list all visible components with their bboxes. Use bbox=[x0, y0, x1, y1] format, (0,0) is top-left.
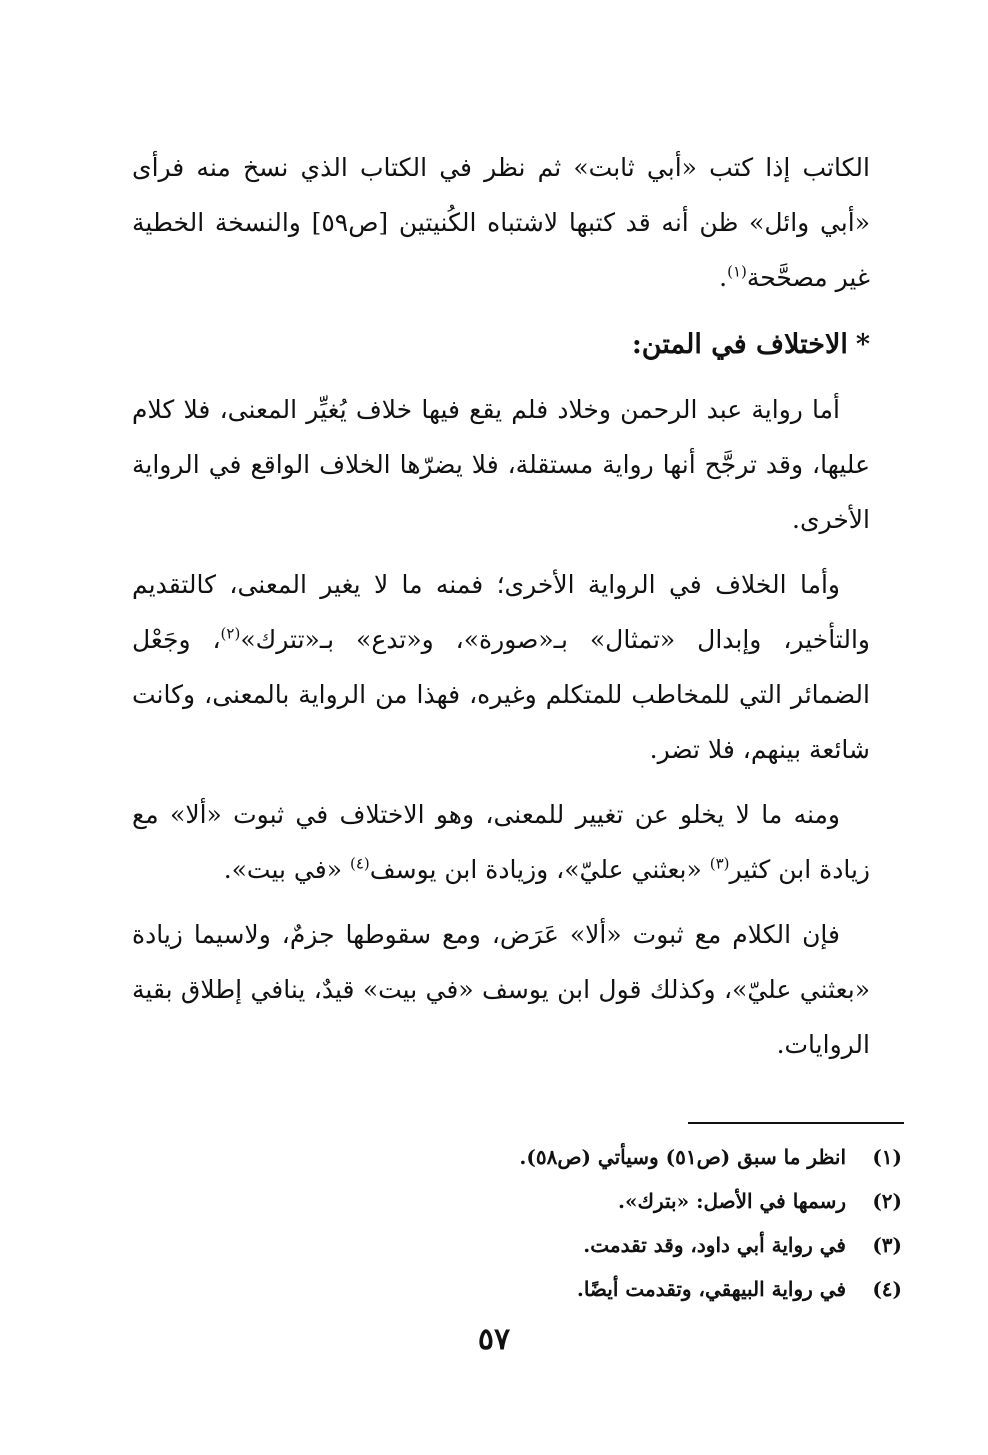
paragraph-5 bbox=[132, 907, 870, 1072]
paragraph-4-text-b: «بعثني عليّ»، وزيادة ابن يوسف bbox=[369, 855, 710, 884]
footnotes-list bbox=[132, 1135, 902, 1311]
section-heading bbox=[132, 317, 870, 372]
footnote-ref-2[interactable]: (٢) bbox=[220, 624, 241, 643]
footnote-item bbox=[132, 1179, 902, 1223]
footnote-number: (٢) bbox=[872, 1189, 902, 1213]
footnote-text: في رواية البيهقي، وتقدمت أيضًا. bbox=[576, 1277, 846, 1301]
paragraph-5-text: فإن الكلام مع ثبوت «ألا» عَرَض، ومع سقوطها جزمٌ، ولاسيما زيادة «بعثني عليّ»، وكذلك قول ابن يوسف «في بيت» قيدٌ، ينافي إطلاق بقية الروايات. bbox=[132, 920, 870, 1059]
footnote-text: رسمها في الأصل: «بترك». bbox=[618, 1189, 846, 1213]
paragraph-4-text-c: «في بيت». bbox=[223, 855, 350, 884]
footnote-ref-1[interactable]: (١) bbox=[727, 262, 747, 281]
paragraph-4-text-a: ومنه ما لا يخلو عن تغيير للمعنى، وهو الاختلاف في ثبوت «ألا» مع زيادة ابن كثير bbox=[132, 800, 870, 884]
footnote-text: انظر ما سبق (ص٥١) وسيأتي (ص٥٨). bbox=[519, 1145, 846, 1169]
footnote-number: (٤) bbox=[872, 1277, 902, 1301]
paragraph-2 bbox=[132, 382, 870, 547]
paragraph-1 bbox=[132, 140, 870, 305]
footnote-number: (٣) bbox=[872, 1233, 902, 1257]
footnote-text: في رواية أبي داود، وقد تقدمت. bbox=[583, 1233, 846, 1257]
footnote-item bbox=[132, 1267, 902, 1311]
heading-star: * bbox=[855, 329, 870, 360]
paragraph-1-end: . bbox=[719, 263, 728, 292]
paragraph-1-text: الكاتب إذا كتب «أبي ثابت» ثم نظر في الكتاب الذي نسخ منه فرأى «أبي وائل» ظن أنه قد كتبها لاشتباه الكُنيتين [ص٥٩] والنسخة الخطية غير مصحَّحة bbox=[132, 153, 870, 292]
footnote-ref-4[interactable]: (٤) bbox=[349, 854, 370, 873]
main-text bbox=[132, 140, 870, 1072]
footnote-divider bbox=[688, 1122, 904, 1124]
footnote-item bbox=[132, 1223, 902, 1267]
paragraph-3 bbox=[132, 557, 870, 777]
page-number: ٥٧ bbox=[477, 1322, 511, 1357]
footnote-number: (١) bbox=[872, 1145, 902, 1169]
paragraph-3-text-a: وأما الخلاف في الرواية الأخرى؛ فمنه ما لا يغير المعنى، كالتقديم والتأخير، وإبدال «تمثال» بـ«صورة»، و«تدع» بـ«تترك» bbox=[132, 570, 870, 654]
paragraph-3-text-b: ، وجَعْل الضمائر التي للمخاطب للمتكلم وغيره، فهذا من الرواية بالمعنى، وكانت شائعة بينهم، فلا تضر. bbox=[132, 625, 870, 764]
footnote-item bbox=[132, 1135, 902, 1179]
paragraph-2-text: أما رواية عبد الرحمن وخلاد فلم يقع فيها خلاف يُغيِّر المعنى، فلا كلام عليها، وقد ترجَّح أنها رواية مستقلة، فلا يضرّها الخلاف الواقع في الرواية الأخرى. bbox=[132, 395, 870, 534]
paragraph-4 bbox=[132, 787, 870, 897]
footnote-ref-3[interactable]: (٣) bbox=[709, 854, 730, 873]
heading-text: الاختلاف في المتن: bbox=[631, 329, 848, 360]
